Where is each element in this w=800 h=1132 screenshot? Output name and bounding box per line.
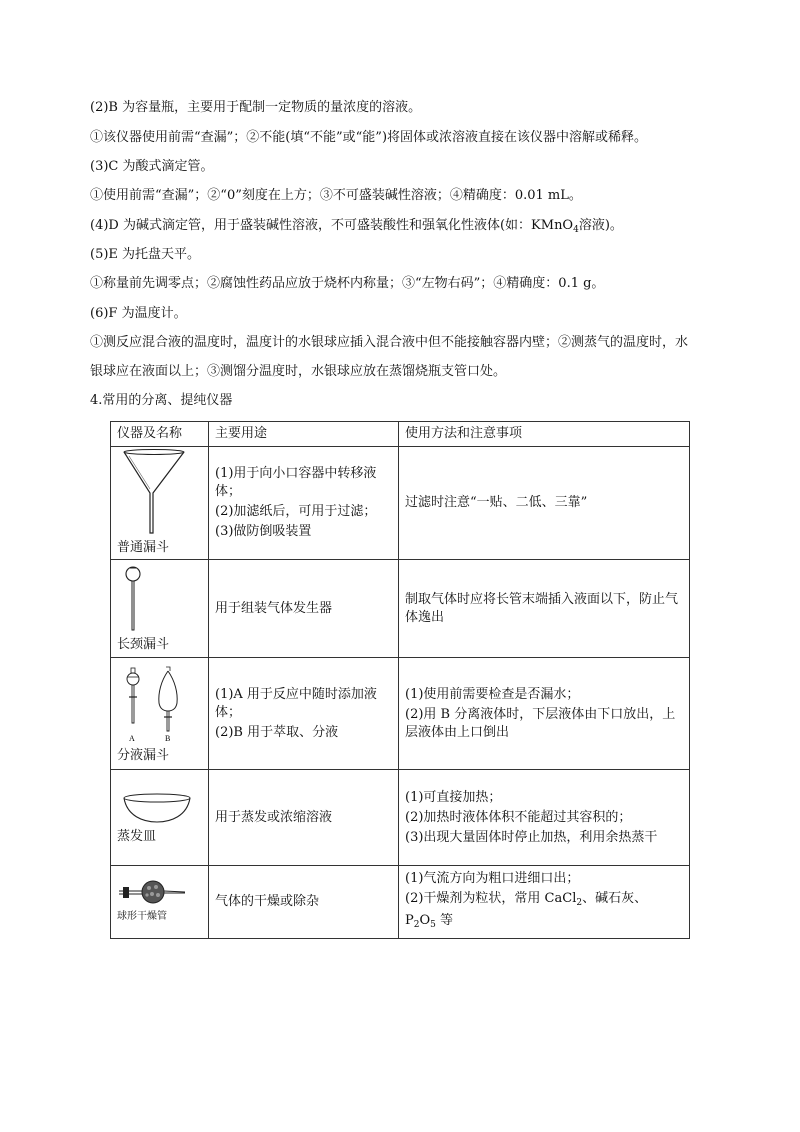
para-1: (2)B 为容量瓶，主要用于配制一定物质的量浓度的溶液。 [90, 100, 422, 115]
para-4: ①使用前需“查漏”；②“0”刻度在上方；③不可盛装碱性溶液；④精确度：0.01 mL。 [90, 188, 582, 203]
long-funnel-cell [111, 560, 209, 658]
sep-funnel-note-2: (2)用 B 分离液体时，下层液体由下口放出，上层液体由上口倒出 [405, 706, 676, 740]
para-5-sub: 4 [573, 225, 579, 235]
note-2-sub-1: 2 [576, 898, 583, 908]
dish-uses [209, 770, 399, 866]
drying-tube-notes [399, 866, 690, 939]
para-3: (3)C 为酸式滴定管。 [90, 159, 214, 174]
para-9: ①测反应混合液的温度时，温度计的水银球应插入混合液中但不能接触容器内壁；②测蒸气的温度时，水 [90, 335, 689, 350]
table-row [111, 560, 690, 658]
long-funnel-note-1: 制取气体时应将长管末端插入液面以下，防止气体逸出 [405, 591, 679, 625]
long-funnel-uses [209, 560, 399, 658]
funnel-use-3: (3)做防倒吸装置 [215, 524, 312, 539]
label-a: A [129, 733, 135, 743]
sep-funnel-uses [209, 658, 399, 770]
funnel-uses [209, 447, 399, 560]
note-2-sub-3: 5 [430, 920, 436, 930]
sep-funnel-use-1: (1)A 用于反应中随时添加液体； [215, 686, 377, 720]
table-row [111, 658, 690, 770]
funnel-cell [111, 447, 209, 560]
dish-note-3: (3)出现大量固体时停止加热，利用余热蒸干 [405, 829, 658, 845]
long-funnel-use-1: 用于组装气体发生器 [215, 600, 333, 616]
table-header-row [111, 422, 690, 447]
funnel-use-1: (1)用于向小口容器中转移液体； [215, 466, 377, 499]
table-row [111, 447, 690, 560]
drying-tube-note-1: (1)气流方向为粗口进细口出； [405, 871, 580, 886]
dish-cell [111, 770, 209, 866]
long-funnel-name: 长颈漏斗 [117, 636, 170, 652]
note-2-text-d: O [419, 913, 431, 928]
dish-use-1: 用于蒸发或浓缩溶液 [215, 809, 333, 825]
para-8: (6)F 为温度计。 [90, 306, 187, 321]
funnel-note-1: 过滤时注意“一贴、二低、三靠” [405, 495, 588, 510]
para-10: 银球应在液面以上；③测馏分温度时，水银球应放在蒸馏烧瓶支管口处。 [90, 364, 507, 379]
separatory-funnel-image [117, 663, 197, 745]
sep-funnel-use-2: (2)B 用于萃取、分液 [215, 724, 339, 740]
long-neck-funnel-image [117, 564, 197, 634]
funnel-image [117, 449, 197, 537]
note-2-text-a: (2)干燥剂为粒状，常用 CaCl [405, 891, 577, 906]
section-heading: 4.常用的分离、提纯仪器 [90, 393, 233, 408]
funnel-notes [399, 447, 690, 560]
table-row [111, 866, 690, 939]
dish-note-1: (1)可直接加热； [405, 789, 502, 805]
para-5-tail: 溶液)。 [578, 218, 623, 233]
para-7: ①称量前先调零点；②腐蚀性药品应放于烧杯内称量；③“左物右码”；④精确度：0.1 g。 [90, 276, 605, 291]
header-uses: 主要用途 [209, 422, 399, 447]
sep-funnel-name: 分液漏斗 [117, 747, 170, 763]
label-b: B [165, 733, 171, 743]
dish-name: 蒸发皿 [117, 828, 157, 844]
header-name: 仪器及名称 [111, 422, 209, 447]
para-5-text: (4)D 为碱式滴定管，用于盛装碱性溶液，不可盛装酸性和强氧化性液体(如：KMnO [90, 218, 574, 233]
para-6: (5)E 为托盘天平。 [90, 247, 201, 262]
evaporating-dish-image [117, 790, 197, 826]
drying-tube-cell [111, 866, 209, 939]
drying-tube-name: 球形干燥管 [117, 911, 167, 922]
drying-tube-image [117, 878, 197, 906]
drying-tube-note-2 [405, 890, 683, 934]
drying-tube-use-1: 气体的干燥或除杂 [215, 894, 320, 909]
note-2-text-b: 、碱石灰、 [582, 891, 648, 906]
funnel-use-2: (2)加滤纸后，可用于过滤； [215, 504, 377, 519]
para-5 [90, 216, 720, 240]
drying-tube-uses [209, 866, 399, 939]
table-row [111, 770, 690, 866]
note-2-text-e: 等 [435, 913, 454, 928]
dish-note-2: (2)加热时液体体积不能超过其容积的； [405, 809, 632, 825]
note-2-text-c: P [405, 913, 414, 928]
long-funnel-notes [399, 560, 690, 658]
funnel-name: 普通漏斗 [117, 540, 170, 555]
para-2: ①该仪器使用前需“查漏”；②不能(填“不能”或“能”)将固体或浓溶液直接在该仪器中溶解或稀释。 [90, 130, 648, 145]
sep-funnel-cell [111, 658, 209, 770]
note-2-sub-2: 2 [413, 920, 420, 930]
dish-notes [399, 770, 690, 866]
sep-funnel-notes [399, 658, 690, 770]
sep-funnel-note-1: (1)使用前需要检查是否漏水； [405, 686, 580, 702]
header-notes: 使用方法和注意事项 [399, 422, 690, 447]
instrument-table [110, 421, 690, 939]
